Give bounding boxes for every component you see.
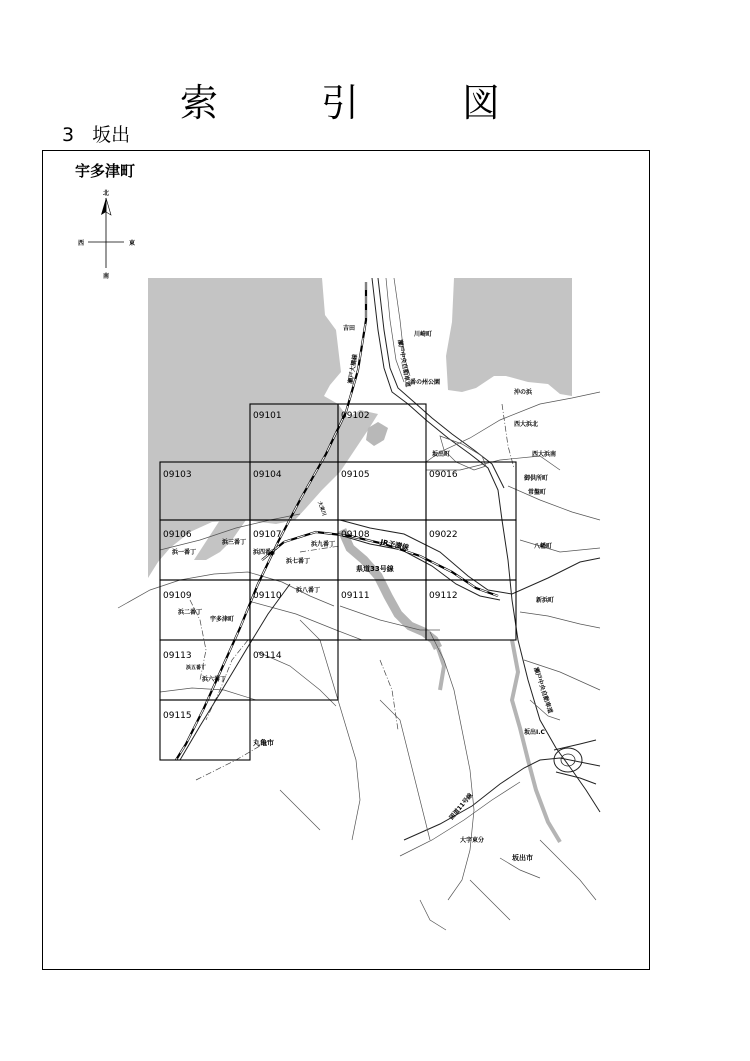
compass-west: 西 [78,240,85,247]
grid-cell-09106[interactable]: 09106 [163,530,192,540]
label-national-road-11: 国道11号線 [448,791,475,822]
title-char-2: 引 [320,81,359,125]
grid-cell-09105[interactable]: 09105 [341,470,370,480]
label-jr-yosan-line: JR予讃線 [379,538,410,552]
label-yoshida: 吉田 [343,325,356,332]
compass-east: 東 [129,240,136,247]
label-seto-chuo-south: 瀬戸中央自動車道 [532,666,554,715]
section-name: 坂出 [92,124,131,146]
label-hama-9: 浜九番丁 [311,541,336,548]
label-kawasaki: 川崎町 [414,331,433,338]
grid-cell-09016[interactable]: 09016 [429,470,458,480]
label-sakaide-city: 坂出市 [512,854,533,862]
section-number: 3 [62,124,75,146]
compass-rose [78,189,135,280]
label-seto-chuo-north: 瀬戸中央自動車道 [396,339,412,388]
grid-cell-09113[interactable]: 09113 [163,651,192,661]
grid-cell-09109[interactable]: 09109 [163,591,192,601]
label-hachiman: 八幡町 [534,543,553,550]
label-sakaide-ic: 坂出I.C [524,729,545,736]
title-char-1: 索 [180,81,219,125]
label-hama-8: 浜八番丁 [296,587,321,594]
town-name: 宇多津町 [75,162,136,180]
label-seto-ohashi-line: 瀬戸大橋線 [347,353,360,385]
label-oyabu-river: 大束川 [316,500,327,517]
label-hama-5: 浜五番丁 [186,665,207,671]
label-hama-6: 浜六番丁 [202,676,227,683]
label-nishi-ohama-kita: 西大浜北 [514,421,539,428]
grid-cell-09107[interactable]: 09107 [253,530,282,540]
grid-cell-09111[interactable]: 09111 [341,591,370,601]
label-shinhama: 新浜町 [536,597,555,604]
grid-cell-09108[interactable]: 09108 [341,530,370,540]
grid-cell-09110[interactable]: 09110 [253,591,282,601]
label-gokyosho: 御供所町 [524,475,549,482]
label-sakaide-cho: 坂出町 [432,451,451,458]
label-okinohama: 沖の浜 [514,389,533,396]
label-hama-3: 浜三番丁 [222,539,247,546]
label-hama-2: 浜二番丁 [178,609,203,616]
label-hama-1: 浜一番丁 [172,549,197,556]
label-marugame: 丸亀市 [253,739,274,747]
label-jobancho: 常盤町 [528,489,547,496]
compass-south: 南 [103,273,110,280]
grid-cell-09103[interactable]: 09103 [163,470,192,480]
grid-cell-09115[interactable]: 09115 [163,711,192,721]
grid-cell-09101[interactable]: 09101 [253,411,282,421]
label-hama-4: 浜四番丁 [253,549,278,556]
grid-cell-09102[interactable]: 09102 [341,411,370,421]
label-utazu-cho: 宇多津町 [210,616,235,623]
grid-cell-09114[interactable]: 09114 [253,651,282,661]
compass-north: 北 [103,190,110,197]
title-char-3: 図 [461,81,500,125]
grid-cell-09112[interactable]: 09112 [429,591,458,601]
label-pref-road-33: 県道33号線 [356,565,394,573]
label-nishi-ohama-minami: 西大浜南 [532,451,557,458]
grid-cell-09104[interactable]: 09104 [253,470,282,480]
grid-cell-09022[interactable]: 09022 [429,530,458,540]
label-sanshu-park: 番の州公園 [410,379,441,386]
label-hama-7: 浜七番丁 [286,558,311,565]
label-daiji-higashibun: 大字東分 [460,837,485,844]
